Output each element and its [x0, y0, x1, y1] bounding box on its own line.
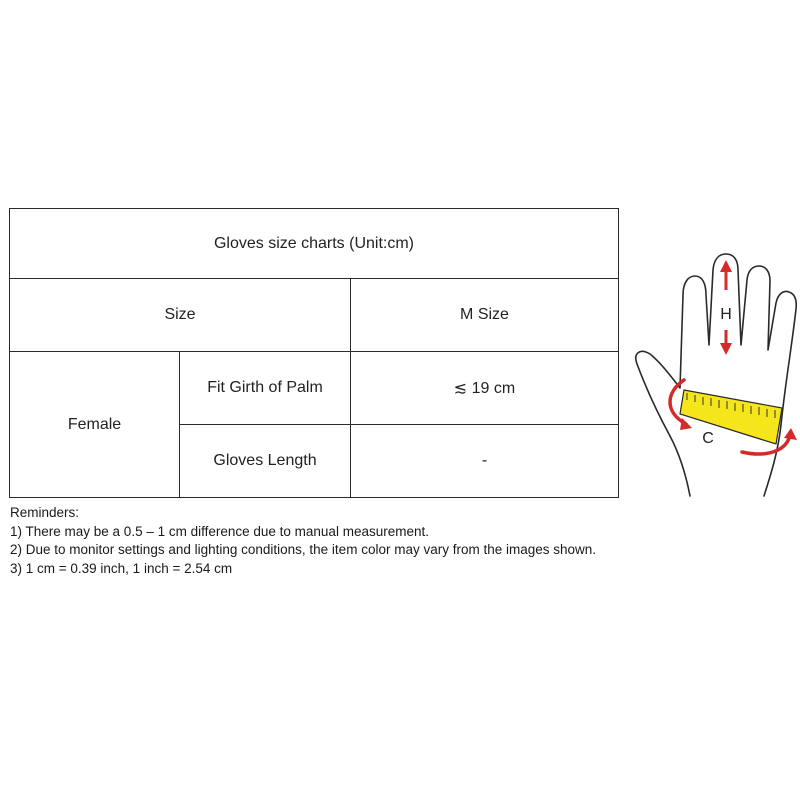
circumference-label: C	[702, 430, 714, 447]
measure-label-cell: Fit Girth of Palm	[180, 352, 351, 425]
hand-measurement-diagram	[630, 250, 800, 500]
measuring-tape-icon	[680, 390, 782, 444]
size-value-header-cell: M Size	[351, 279, 619, 352]
size-chart-table	[9, 208, 619, 498]
measure-value-cell: -	[351, 425, 619, 498]
measure-label-cell: Gloves Length	[180, 425, 351, 498]
reminder-item: 3) 1 cm = 0.39 inch, 1 inch = 2.54 cm	[10, 560, 233, 576]
table-title-row	[10, 209, 619, 279]
table-title: Gloves size charts (Unit:cm)	[10, 209, 619, 279]
measure-value-cell: ≲ 19 cm	[351, 352, 619, 425]
category-cell: Female	[10, 352, 180, 498]
size-header-cell: Size	[10, 279, 351, 352]
height-label: H	[720, 306, 732, 323]
reminders-heading: Reminders:	[10, 505, 80, 520]
reminders-section	[10, 504, 600, 578]
hand-outline-icon	[636, 254, 796, 496]
table-row	[10, 352, 619, 425]
reminder-item: 1) There may be a 0.5 – 1 cm difference due to manual measurement.	[10, 523, 429, 539]
reminder-item: 2) Due to monitor settings and lighting conditions, the item color may vary from the images shown.	[10, 542, 597, 557]
table-header-row	[10, 279, 619, 352]
